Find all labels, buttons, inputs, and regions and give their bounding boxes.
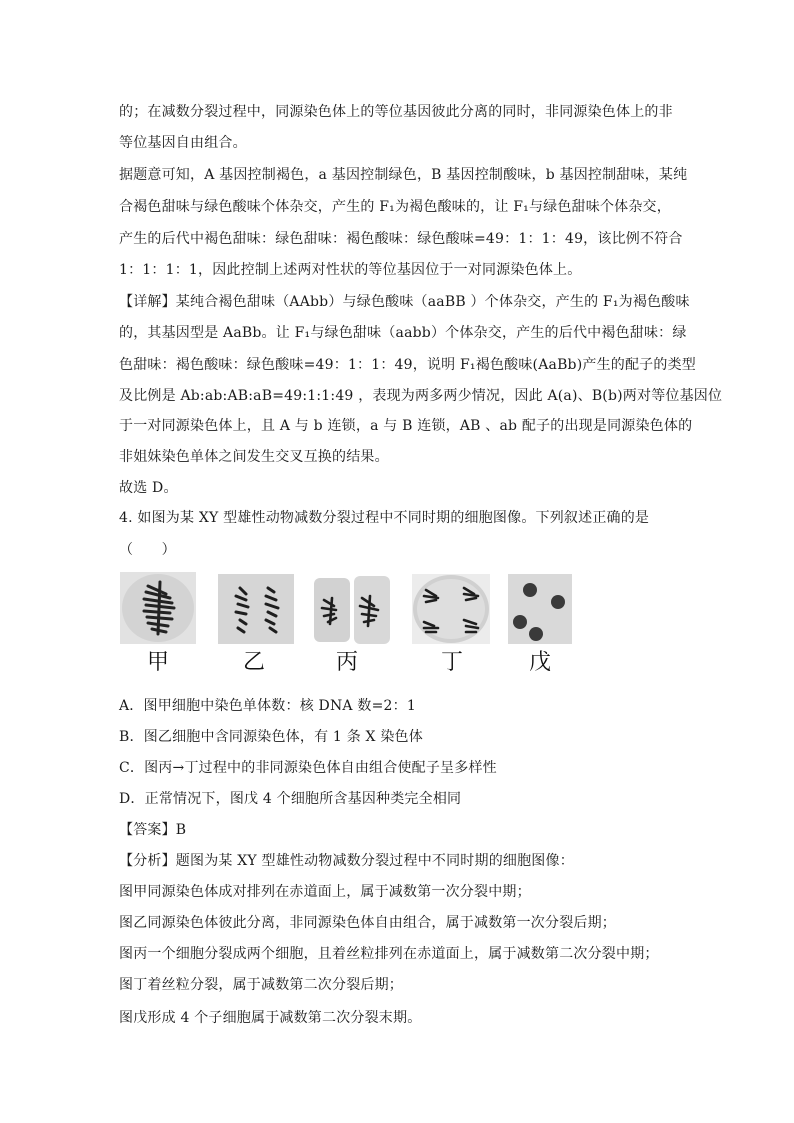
analysis-line: 图丙一个细胞分裂成两个细胞，且着丝粒排列在赤道面上，属于减数第二次分裂中期； xyxy=(119,946,659,962)
text-line: 的；在减数分裂过程中，同源染色体上的等位基因彼此分离的同时，非同源染色体上的非 xyxy=(119,104,673,120)
micrograph-jia xyxy=(120,572,196,644)
caption-bing: 丙 xyxy=(336,650,359,675)
text-line: 【详解】某纯合褐色甜味（AAbb）与绿色酸味（aaBB ）个体杂交，产生的 F₁为褐色酸味 xyxy=(119,294,690,310)
analysis-line: 图戊形成 4 个子细胞属于减数第二次分裂末期。 xyxy=(119,1010,422,1026)
question-blank: （ ） xyxy=(119,542,176,558)
text-line: 合褐色甜味与绿色酸味个体杂交，产生的 F₁为褐色酸味的，让 F₁与绿色甜味个体杂交， xyxy=(119,199,671,215)
text-line: 色甜味：褐色酸味：绿色酸味=49：1：1：49，说明 F₁褐色酸味(AaBb)产生的配子的类型 xyxy=(119,357,696,373)
text-line: 等位基因自由组合。 xyxy=(119,135,247,151)
analysis-line: 【分析】题图为某 XY 型雄性动物减数分裂过程中不同时期的细胞图像： xyxy=(119,853,574,869)
caption-yi: 乙 xyxy=(243,650,266,675)
text-line: 产生的后代中褐色甜味：绿色甜味：褐色酸味：绿色酸味=49：1：1：49，该比例不符合 xyxy=(119,231,683,247)
option-d: D．正常情况下，图戊 4 个细胞所含基因种类完全相同 xyxy=(119,791,462,807)
analysis-line: 图乙同源染色体彼此分离，非同源染色体自由组合，属于减数第一次分裂后期； xyxy=(119,915,616,931)
caption-ding: 丁 xyxy=(441,650,464,675)
micrograph-yi xyxy=(218,574,294,644)
text-line: 据题意可知，A 基因控制褐色，a 基因控制绿色，B 基因控制酸味，b 基因控制甜味，某纯 xyxy=(119,167,688,183)
text-line: 非姐妹染色单体之间发生交叉互换的结果。 xyxy=(119,449,389,465)
caption-jia: 甲 xyxy=(147,650,170,675)
answer: 【答案】B xyxy=(119,822,187,838)
text-line: 1：1：1：1，因此控制上述两对性状的等位基因位于一对同源染色体上。 xyxy=(119,262,582,278)
caption-wu: 戊 xyxy=(529,650,552,675)
text-line: 于一对同源染色体上，且 A 与 b 连锁，a 与 B 连锁，AB 、ab 配子的出现是同源染色体的 xyxy=(119,418,693,434)
option-b: B．图乙细胞中含同源染色体，有 1 条 X 染色体 xyxy=(119,729,423,745)
text-line: 故选 D。 xyxy=(119,480,178,496)
option-c: C．图丙→丁过程中的非同源染色体自由组合使配子呈多样性 xyxy=(119,760,497,776)
micrograph-bing xyxy=(314,576,390,644)
micrograph-ding xyxy=(412,574,490,644)
question-stem: 4. 如图为某 XY 型雄性动物减数分裂过程中不同时期的细胞图像。下列叙述正确的是 xyxy=(119,510,650,526)
micrograph-wu xyxy=(508,574,572,644)
text-line: 的，其基因型是 AaBb。让 F₁与绿色甜味（aabb）个体杂交，产生的后代中褐色甜味：绿 xyxy=(119,325,687,341)
text-line: 及比例是 Ab:ab:AB:aB=49:1:1:49 ，表现为两多两少情况，因此 A(a)、B(b)两对等位基因位 xyxy=(119,388,723,404)
analysis-line: 图丁着丝粒分裂，属于减数第二次分裂后期； xyxy=(119,977,403,993)
option-a: A．图甲细胞中染色单体数：核 DNA 数=2：1 xyxy=(119,698,416,714)
analysis-line: 图甲同源染色体成对排列在赤道面上，属于减数第一次分裂中期； xyxy=(119,884,531,900)
